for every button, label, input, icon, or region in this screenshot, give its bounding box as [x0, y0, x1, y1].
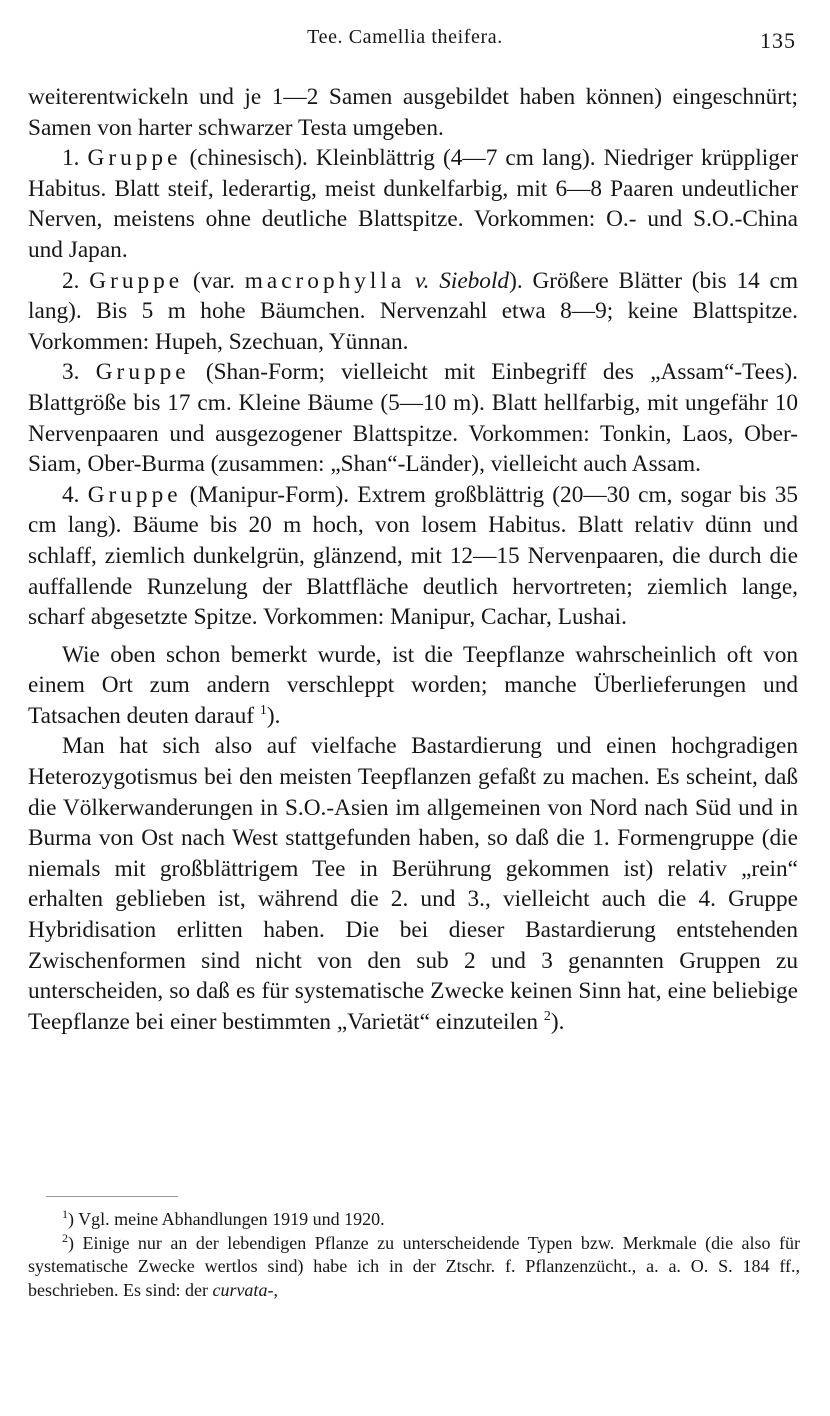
paragraph-group-1 [28, 143, 798, 265]
footnote-2 [28, 1232, 800, 1303]
paragraph-continuation [28, 82, 798, 143]
group-number: 1. [62, 145, 80, 172]
main-text [28, 82, 798, 1037]
footnote-italic-term: curvata- [212, 1279, 274, 1300]
paragraph-dispersal [28, 640, 798, 732]
group-description: (Shan-Form; vielleicht mit Einbegriff des „Assam“-Tees). Blattgröße bis 17 cm. Kleine Bäume (5—10 m). Blatt hellfarbig, mit ungefähr 10 Nervenpaaren und ausgezogener Blattspitze. Vorkommen: Tonkin, Laos, Ober-Siam, Ober-Burma (zusammen: „Shan“-Länder), vielleicht auch Assam. [28, 359, 799, 478]
group-variety-open: (var. [183, 267, 245, 294]
paragraph-text: Man hat sich also auf vielfache Bastardierung und einen hochgradigen Heterozygotismus bei den meisten Teepflanzen gefaßt zu machen. Es scheint, daß die Völkerwanderungen in S.O.-Asien im allgemeinen von Nord nach Süd und in Burma von Ost nach West stattgefunden haben, so daß die 1. Formengruppe (die niemals mit großblättrigem Tee in Berührung gekommen ist) relativ „rein“ erhalten geblieben ist, während die 2. und 3., vielleicht auch die 4. Gruppe Hybridisation erlitten haben. Die bei dieser Bastardierung entstehenden Zwischenformen sind nicht von den sub 2 und 3 genannten Gruppen zu unterscheiden, so daß es für systematische Zwecke keinen Sinn hat, eine beliebige Teepflanze bei einer bestimmten „Varietät“ einzuteilen [28, 733, 798, 1035]
group-number: 2. [62, 267, 80, 294]
footnote-text: ) Einige nur an der lebendigen Pflanze zu unterscheidende Typen bzw. Merkmale (die also für systematische Zwecke wertlos sind) habe ich in der Ztschr. f. Pflanzenzücht., a. a. O. S. 184 ff., beschrieben. Es sind: der [28, 1232, 800, 1300]
footnote-reference: 2 [543, 1009, 551, 1025]
paragraph-end: ). [266, 702, 281, 729]
paragraph-text: Wie oben schon bemerkt wurde, ist die Teepflanze wahrscheinlich oft von einem Ort zum andern verschleppt worden; manche Überlieferungen und Tatsachen deuten darauf [28, 641, 798, 729]
page-number: 135 [760, 28, 796, 53]
paragraph-end: ). [550, 1008, 565, 1035]
variety-name: macrophylla [244, 267, 406, 294]
group-description: (chinesisch). Kleinblättrig (4—7 cm lang). Niedriger krüppliger Habitus. Blatt steif, lederartig, meist dunkelfarbig, mit 6—8 Paaren undeutlicher Nerven, meistens ohne deutliche Blattspitze. Vorkommen: O.- und S.O.-China und Japan. [28, 145, 799, 263]
group-heading: Gruppe [95, 359, 190, 386]
group-heading: Gruppe [89, 267, 184, 294]
footnote-mark: 2 [62, 1230, 68, 1245]
running-title: Tee. Camellia theifera. [307, 26, 503, 48]
paragraph-text: weiterentwickeln und je 1—2 Samen ausgebildet haben können) eingeschnürt; Samen von harter schwarzer Testa umgeben. [28, 84, 798, 141]
footnotes [28, 1208, 800, 1302]
paragraph-group-3 [28, 357, 798, 479]
paragraph-hybridisation [28, 731, 798, 1037]
group-description: ). Größere Blätter (bis 14 cm lang). Bis 5 m hohe Bäumchen. Nervenzahl etwa 8—9; keine Blattspitze. Vorkommen: Hupeh, Szechuan, Yünnan. [28, 267, 798, 355]
group-number: 4. [62, 481, 80, 508]
page-header [0, 26, 830, 56]
author-name: v. Siebold [414, 267, 510, 294]
footnote-end: , [273, 1279, 278, 1300]
footnote-reference: 1 [259, 703, 267, 719]
footnote-divider [46, 1196, 178, 1197]
footnote-mark: 1 [62, 1207, 68, 1221]
group-heading: Gruppe [87, 481, 182, 508]
group-number: 3. [62, 359, 80, 386]
group-description: (Manipur-Form). Extrem großblättrig (20—30 cm, sogar bis 35 cm lang). Bäume bis 20 m hoch, von losem Habitus. Blatt relativ dünn und schlaff, ziemlich dunkelgrün, glänzend, mit 12—15 Nervenpaaren, die durch die auffallende Runzelung der Blattfläche deutlich hervortreten; ziemlich lange, scharf abgesetzte Spitze. Vorkommen: Manipur, Cachar, Lushai. [28, 481, 799, 631]
footnote-1 [28, 1208, 800, 1232]
footnote-text: ) Vgl. meine Abhandlungen 1919 und 1920. [68, 1209, 385, 1229]
paragraph-group-4 [28, 480, 798, 633]
group-heading: Gruppe [87, 145, 182, 172]
paragraph-group-2 [28, 266, 798, 358]
